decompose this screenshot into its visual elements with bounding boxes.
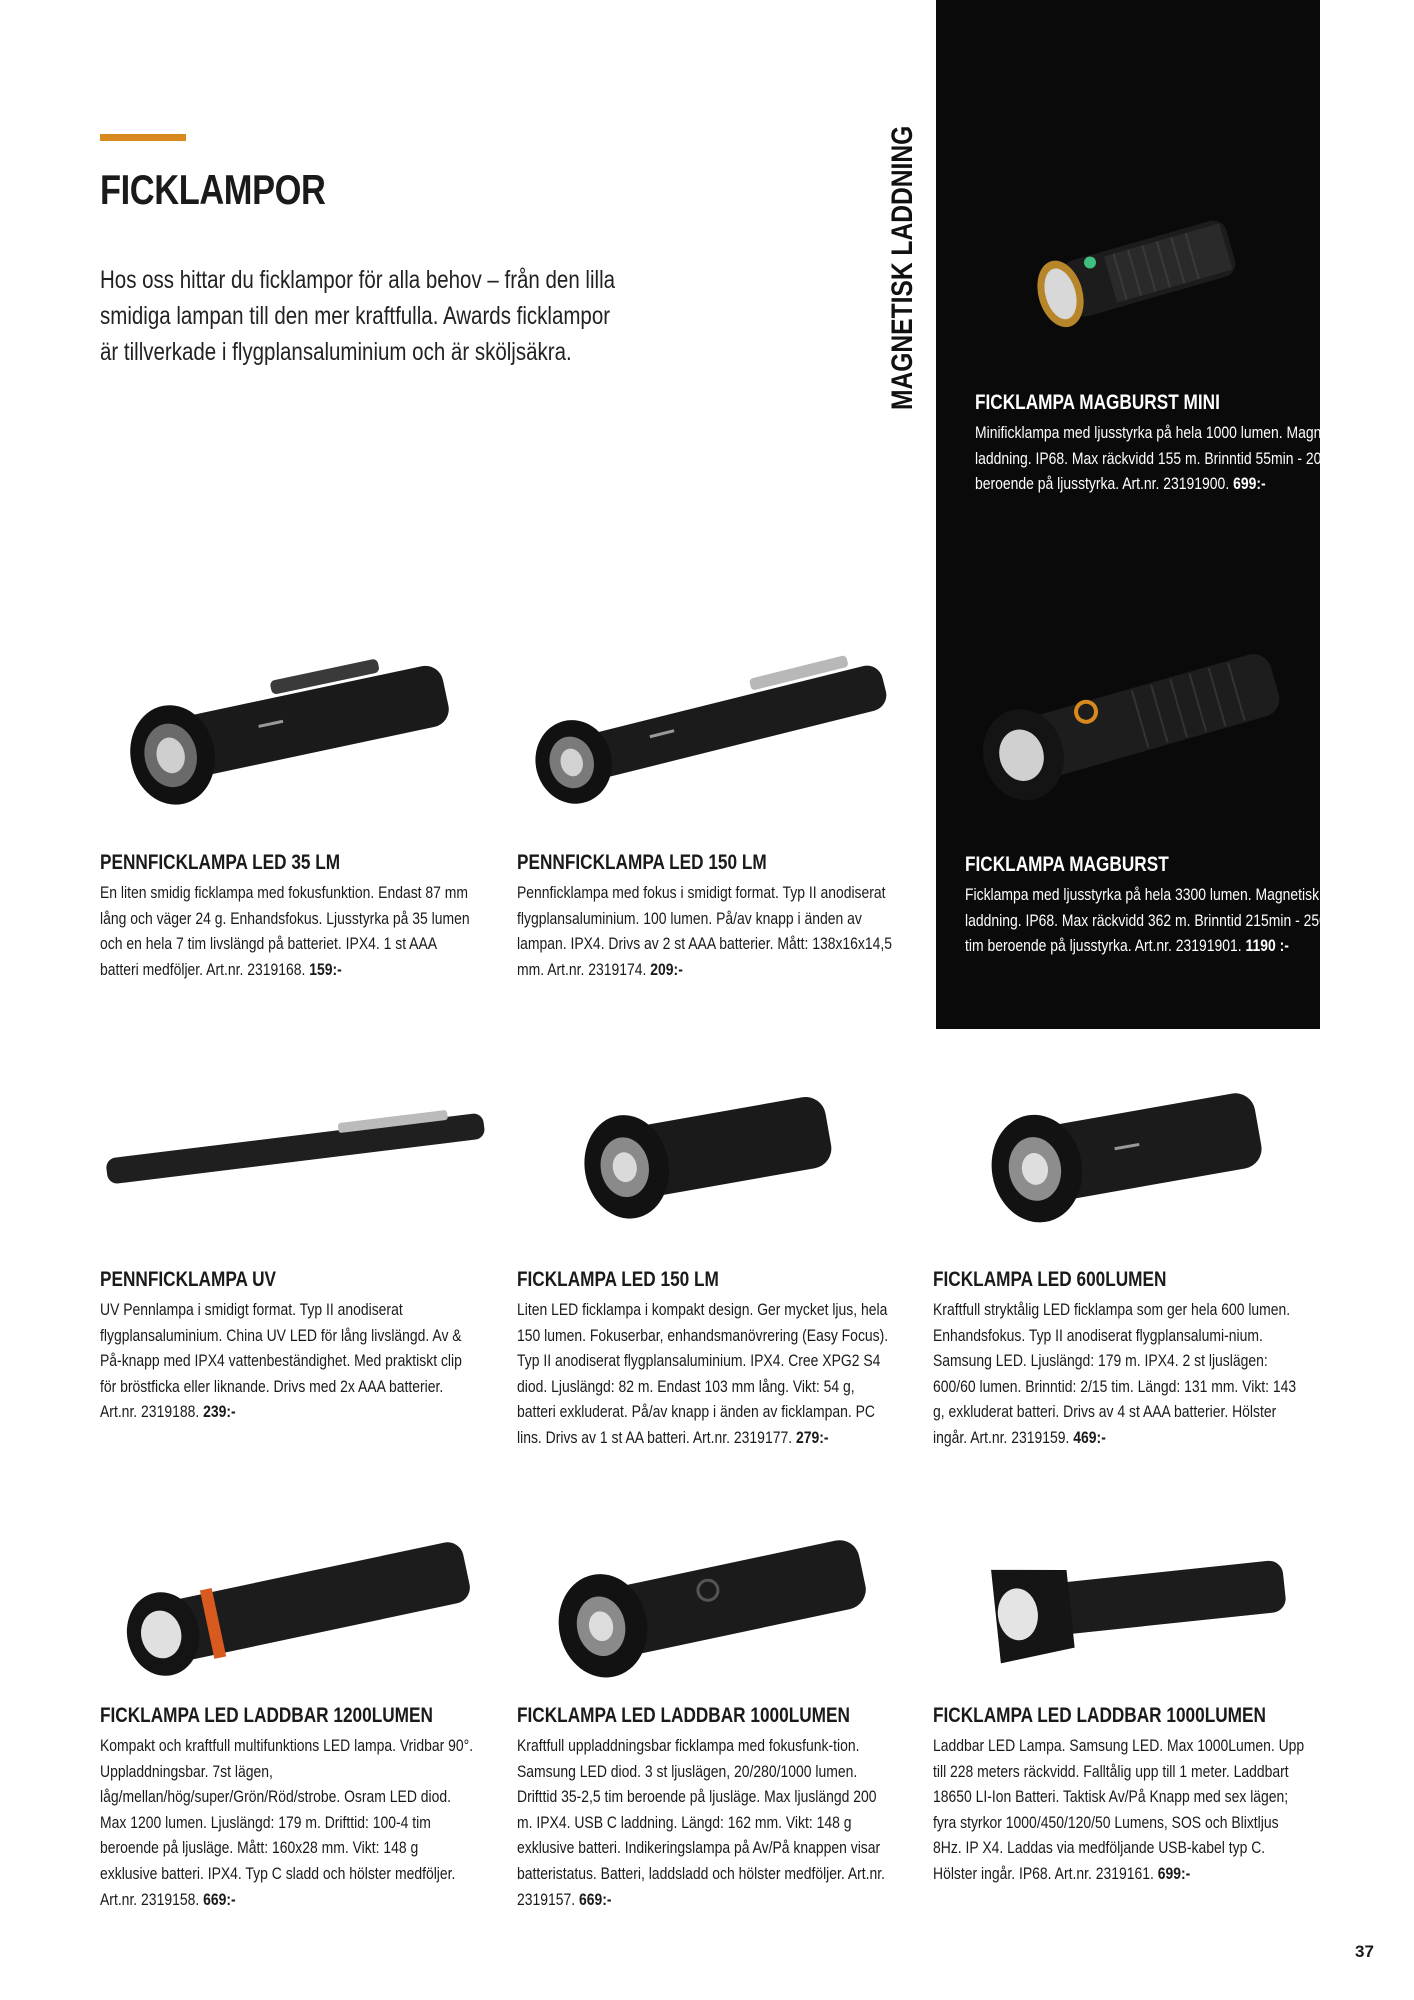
product-name: PENNFICKLAMPA UV (100, 1268, 277, 1291)
page-title: FICKLAMPOR (100, 166, 326, 213)
product-name: PENNFICKLAMPA LED 150 LM (517, 851, 767, 874)
product-name: FICKLAMPA LED 150 LM (517, 1268, 719, 1291)
product-penn-150 (517, 850, 897, 982)
product-price: 669:- (203, 1889, 236, 1909)
flashlight-image-penn-150 (510, 630, 910, 830)
flashlight-image-penn-uv (100, 1090, 500, 1200)
flashlight-image-penn-35 (110, 630, 470, 830)
product-name: FICKLAMPA MAGBURST MINI (975, 391, 1220, 414)
product-description: Kraftfull uppladdningsbar ficklampa med fokusfunk-tion. Samsung LED diod. 3 st ljuslägen, 20/280/1000 lumen. Drifttid 35-2,5 tim beroende på ljusläge. Max ljuslängd 200 m. IPX4. USB C laddning. Längd: 162 mm. Vikt: 148 g exklusive batteri. Indikeringslampa på Av/På knappen visar batteristatus. Batteri, laddsladd och hölster medföljer. Art.nr. 2319157. 669:- (517, 1736, 886, 1909)
product-laddbar-1000-b (933, 1703, 1313, 1887)
product-name: PENNFICKLAMPA LED 35 LM (100, 851, 341, 874)
accent-bar (100, 134, 186, 141)
product-price: 239:- (203, 1402, 236, 1422)
product-description: Kraftfull stryktålig LED ficklampa som ger hela 600 lumen. Enhandsfokus. Typ II anodiserat flygplansalumi-nium. Samsung LED. Ljuslängd: 179 m. IPX4. 2 st ljuslägen: 600/60 lumen. Brinntid: 2/15 tim. Längd: 131 mm. Vikt: 143 g, exkluderat batteri. Drivs av 4 st AAA batterier. Hölster ingår. Art.nr. 2319159. 469:- (933, 1300, 1297, 1447)
product-price: 699:- (1157, 1863, 1191, 1883)
product-price: 279:- (795, 1427, 829, 1447)
product-name: FICKLAMPA LED 600LUMEN (933, 1268, 1167, 1291)
flashlight-image-laddbar-1000-b (975, 1515, 1295, 1685)
product-led-600 (933, 1267, 1313, 1451)
product-led-150 (517, 1267, 897, 1451)
page-number: 37 (1355, 1942, 1374, 1961)
product-description: Ficklampa med ljusstyrka på hela 3300 lumen. Magnetisk laddning. IP68. Max räckvidd 362 m. Brinntid 215min - 250 tim beroende på ljusstyrka. Art.nr. 23191901. 1190 :- (965, 885, 1327, 956)
product-name: FICKLAMPA LED LADDBAR 1000LUMEN (517, 1704, 850, 1727)
product-name: FICKLAMPA LED LADDBAR 1200LUMEN (100, 1704, 433, 1727)
product-price: 209:- (650, 959, 683, 979)
product-description: Minificklampa med ljusstyrka på hela 1000 lumen. Magnetisk laddning. IP68. Max räckvidd 155 m. Brinntid 55min - 200 tim beroende på ljusstyrka. Art.nr. 23191900. 699:- (975, 423, 1352, 494)
product-name: FICKLAMPA MAGBURST (965, 853, 1169, 876)
product-price: 159:- (309, 959, 342, 979)
flashlight-image-laddbar-1000-a (545, 1510, 875, 1690)
intro-text: Hos oss hittar du ficklampor för alla behov – från den lilla smidiga lampan till den mer kraftfulla. Awards ficklampor är tillverkade i flygplansaluminium och är sköljsäkra. (100, 266, 616, 366)
product-description: Kompakt och kraftfull multifunktions LED lampa. Vridbar 90°. Uppladdningsbar. 7st lägen, låg/mellan/hög/super/Grön/Röd/strobe. Osram LED diod. Max 1200 lumen. Ljuslängd: 179 m. Drifttid: 100-4 tim beroende på ljusläge. Mått: 160x28 mm. Vikt: 148 g exklusive batteri. IPX4. Typ C sladd och hölster medföljer. Art.nr. 2319158. 669:- (100, 1736, 474, 1909)
product-laddbar-1000-a (517, 1703, 897, 1912)
product-laddbar-1200 (100, 1703, 480, 1912)
product-price: 669:- (579, 1889, 612, 1909)
product-description: En liten smidig ficklampa med fokusfunktion. Endast 87 mm lång och väger 24 g. Enhandsfokus. Ljusstyrka på 35 lumen och en hela 7 tim livslängd på batteriet. IPX4. 1 st AAA batteri medföljer. Art.nr. 2319168. 159:- (100, 883, 470, 979)
product-magburst-mini (975, 390, 1355, 497)
product-penn-uv (100, 1267, 480, 1425)
product-price: 1190 :- (1245, 936, 1289, 956)
product-description: Laddbar LED Lampa. Samsung LED. Max 1000Lumen. Upp till 228 meters räckvidd. Falltålig upp till 1 meter. Laddbart 18650 LI-Ion Batteri. Taktisk Av/På Knapp med sex lägen; fyra styrkor 1000/450/120/50 Lumens, SOS och Blixtljus 8Hz. IP X4. Laddas via medföljande USB-kabel typ C. Hölster ingår. IP68. Art.nr. 2319161. 699:- (933, 1736, 1305, 1883)
flashlight-image-laddbar-1200 (110, 1515, 480, 1695)
flashlight-image-magburst-mini (1010, 200, 1250, 350)
product-description: Pennficklampa med fokus i smidigt format. Typ II anodiserat flygplansaluminium. 100 lumen. På/av knapp i änden av lampan. IPX4. Drivs av 2 st AAA batterier. Mått: 138x16x14,5 mm. Art.nr. 2319174. 209:- (517, 883, 893, 979)
product-description: UV Pennlampa i smidigt format. Typ II anodiserat flygplansaluminium. China UV LED för lång livslängd. Av & På-knapp med IPX4 vattenbeständighet. Med praktiskt clip för bröstficka eller liknande. Drivs med 2x AAA batterier. Art.nr. 2319188. 239:- (100, 1300, 462, 1422)
product-price: 469:- (1073, 1427, 1106, 1447)
flashlight-image-led-600 (980, 1065, 1270, 1235)
product-magburst (965, 852, 1345, 959)
product-description: Liten LED ficklampa i kompakt design. Ger mycket ljus, hela 150 lumen. Fokuserbar, enhandsmanövrering (Easy Focus). Typ II anodiserat flygplansaluminium. IPX4. Cree XPG2 S4 diod. Ljuslängd: 82 m. Endast 103 mm lång. Vikt: 54 g, batteri exkluderat. På/av knapp i änden av ficklampan. PC lins. Drivs av 1 st AA batteri. Art.nr. 2319177. 279:- (517, 1300, 889, 1447)
product-penn-35 (100, 850, 480, 982)
flashlight-image-magburst (960, 620, 1300, 820)
product-price: 699:- (1233, 474, 1266, 494)
flashlight-image-led-150 (570, 1065, 840, 1235)
side-label: MAGNETISK LADDNING (886, 125, 919, 410)
product-name: FICKLAMPA LED LADDBAR 1000LUMEN (933, 1704, 1266, 1727)
